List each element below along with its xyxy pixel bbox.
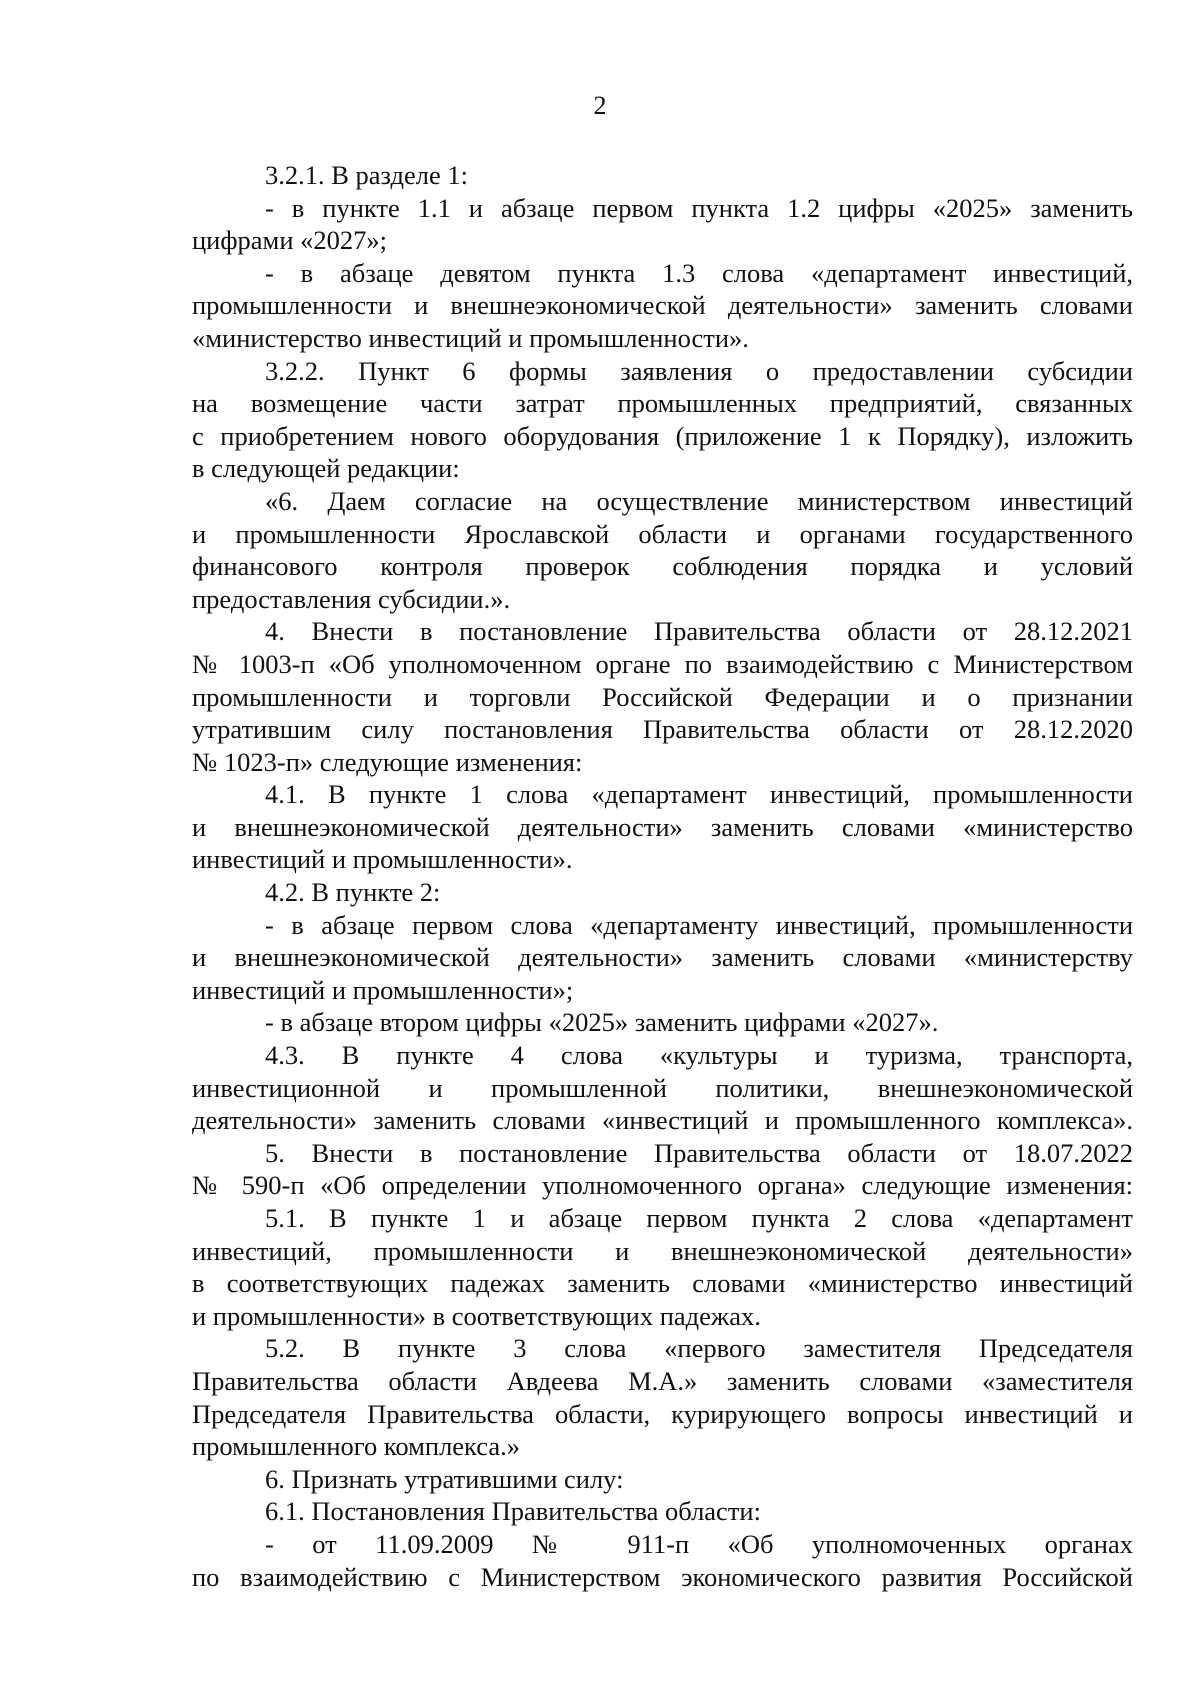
paragraph <box>192 485 1133 615</box>
text-line: 5.1. В пункте 1 и абзаце первом пункта 2 слова «департамент <box>265 1203 1133 1233</box>
text-line: и промышленности» в соответствующих падежах. <box>192 1300 761 1331</box>
paragraph <box>192 1332 1133 1462</box>
paragraph <box>192 1006 1133 1039</box>
text-line: 6. Признать утратившими силу: <box>265 1463 624 1494</box>
text-line: и внешнеэкономической деятельности» заменить словами «министерство <box>192 811 1133 842</box>
paragraph <box>192 615 1133 778</box>
text-line: - от 11.09.2009 № 911-п «Об уполномоченных органах <box>265 1528 1133 1559</box>
text-line: Председателя Правительства области, курирующего вопросы инвестиций и <box>192 1398 1133 1429</box>
text-line: с приобретением нового оборудования (приложение 1 к Порядку), изложить <box>192 420 1133 451</box>
text-line: финансового контроля проверок соблюдения порядка и условий <box>192 551 1133 582</box>
text-line: - в абзаце девятом пункта 1.3 слова «департамент инвестиций, <box>265 257 1133 288</box>
text-line: деятельности» заменить словами «инвестиций и промышленного комплекса». <box>192 1105 1133 1136</box>
paragraph <box>192 192 1133 257</box>
paragraph <box>192 1137 1133 1202</box>
paragraph <box>192 1039 1133 1137</box>
paragraph <box>192 355 1133 485</box>
text-line: 5. Внести в постановление Правительства области от 18.07.2022 <box>265 1137 1133 1168</box>
text-line: 4.1. В пункте 1 слова «департамент инвестиций, промышленности <box>265 779 1133 810</box>
paragraph <box>192 909 1133 1007</box>
text-line: в соответствующих падежах заменить словами «министерство инвестиций <box>192 1268 1133 1299</box>
text-line: - в абзаце втором цифры «2025» заменить цифрами «2027». <box>265 1007 939 1038</box>
text-line: - в абзаце первом слова «департаменту инвестиций, промышленности <box>265 909 1133 940</box>
paragraph <box>192 159 1133 192</box>
text-line: 4.2. В пункте 2: <box>265 877 441 908</box>
text-line: инвестиций и промышленности»; <box>192 974 574 1005</box>
text-line: № 590-п «Об определении уполномоченного органа» следующие изменения: <box>192 1170 1133 1201</box>
text-line: на возмещение части затрат промышленных предприятий, связанных <box>192 388 1133 419</box>
document-body <box>192 159 1133 1593</box>
paragraph <box>192 1463 1133 1496</box>
text-line: цифрами «2027»; <box>192 225 387 256</box>
text-line: 3.2.2. Пункт 6 формы заявления о предоставлении субсидии <box>265 355 1133 386</box>
text-line: 4.3. В пункте 4 слова «культуры и туризма, транспорта, <box>265 1040 1133 1071</box>
text-line: и внешнеэкономической деятельности» заменить словами «министерству <box>192 942 1133 973</box>
page-number: 2 <box>593 91 607 120</box>
text-line: «министерство инвестиций и промышленности». <box>192 322 749 353</box>
paragraph <box>192 1202 1133 1332</box>
paragraph <box>192 876 1133 909</box>
text-line: и промышленности Ярославской области и органами государственного <box>192 518 1133 549</box>
text-line: инвестиций и промышленности». <box>192 844 573 875</box>
text-line: по взаимодействию с Министерством экономического развития Российской <box>192 1561 1133 1592</box>
text-line: инвестиционной и промышленной политики, внешнеэкономической <box>192 1072 1133 1103</box>
text-line: промышленного комплекса.» <box>192 1431 520 1462</box>
text-line: № 1003-п «Об уполномоченном органе по взаимодействию с Министерством <box>192 648 1133 679</box>
paragraph <box>192 1528 1133 1593</box>
text-line: 6.1. Постановления Правительства области: <box>265 1496 761 1527</box>
text-line: 3.2.1. В разделе 1: <box>265 160 469 190</box>
text-line: «6. Даем согласие на осуществление министерством инвестиций <box>265 485 1133 516</box>
text-line: промышленности и внешнеэкономической деятельности» заменить словами <box>192 290 1133 321</box>
text-line: № 1023-п» следующие изменения: <box>192 746 583 777</box>
text-line: - в пункте 1.1 и абзаце первом пункта 1.2 цифры «2025» заменить <box>265 192 1133 223</box>
text-line: промышленности и торговли Российской Федерации и о признании <box>192 681 1133 712</box>
text-line: инвестиций, промышленности и внешнеэкономической деятельности» <box>192 1235 1133 1266</box>
paragraph <box>192 1495 1133 1528</box>
paragraph <box>192 257 1133 355</box>
paragraph <box>192 778 1133 876</box>
text-line: 5.2. В пункте 3 слова «первого заместителя Председателя <box>265 1333 1133 1364</box>
text-line: 4. Внести в постановление Правительства области от 28.12.2021 <box>265 616 1133 647</box>
text-line: предоставления субсидии.». <box>192 583 511 614</box>
text-line: утратившим силу постановления Правительства области от 28.12.2020 <box>192 714 1133 745</box>
text-line: Правительства области Авдеева М.А.» заменить словами «заместителя <box>192 1365 1133 1396</box>
text-line: в следующей редакции: <box>192 453 460 484</box>
